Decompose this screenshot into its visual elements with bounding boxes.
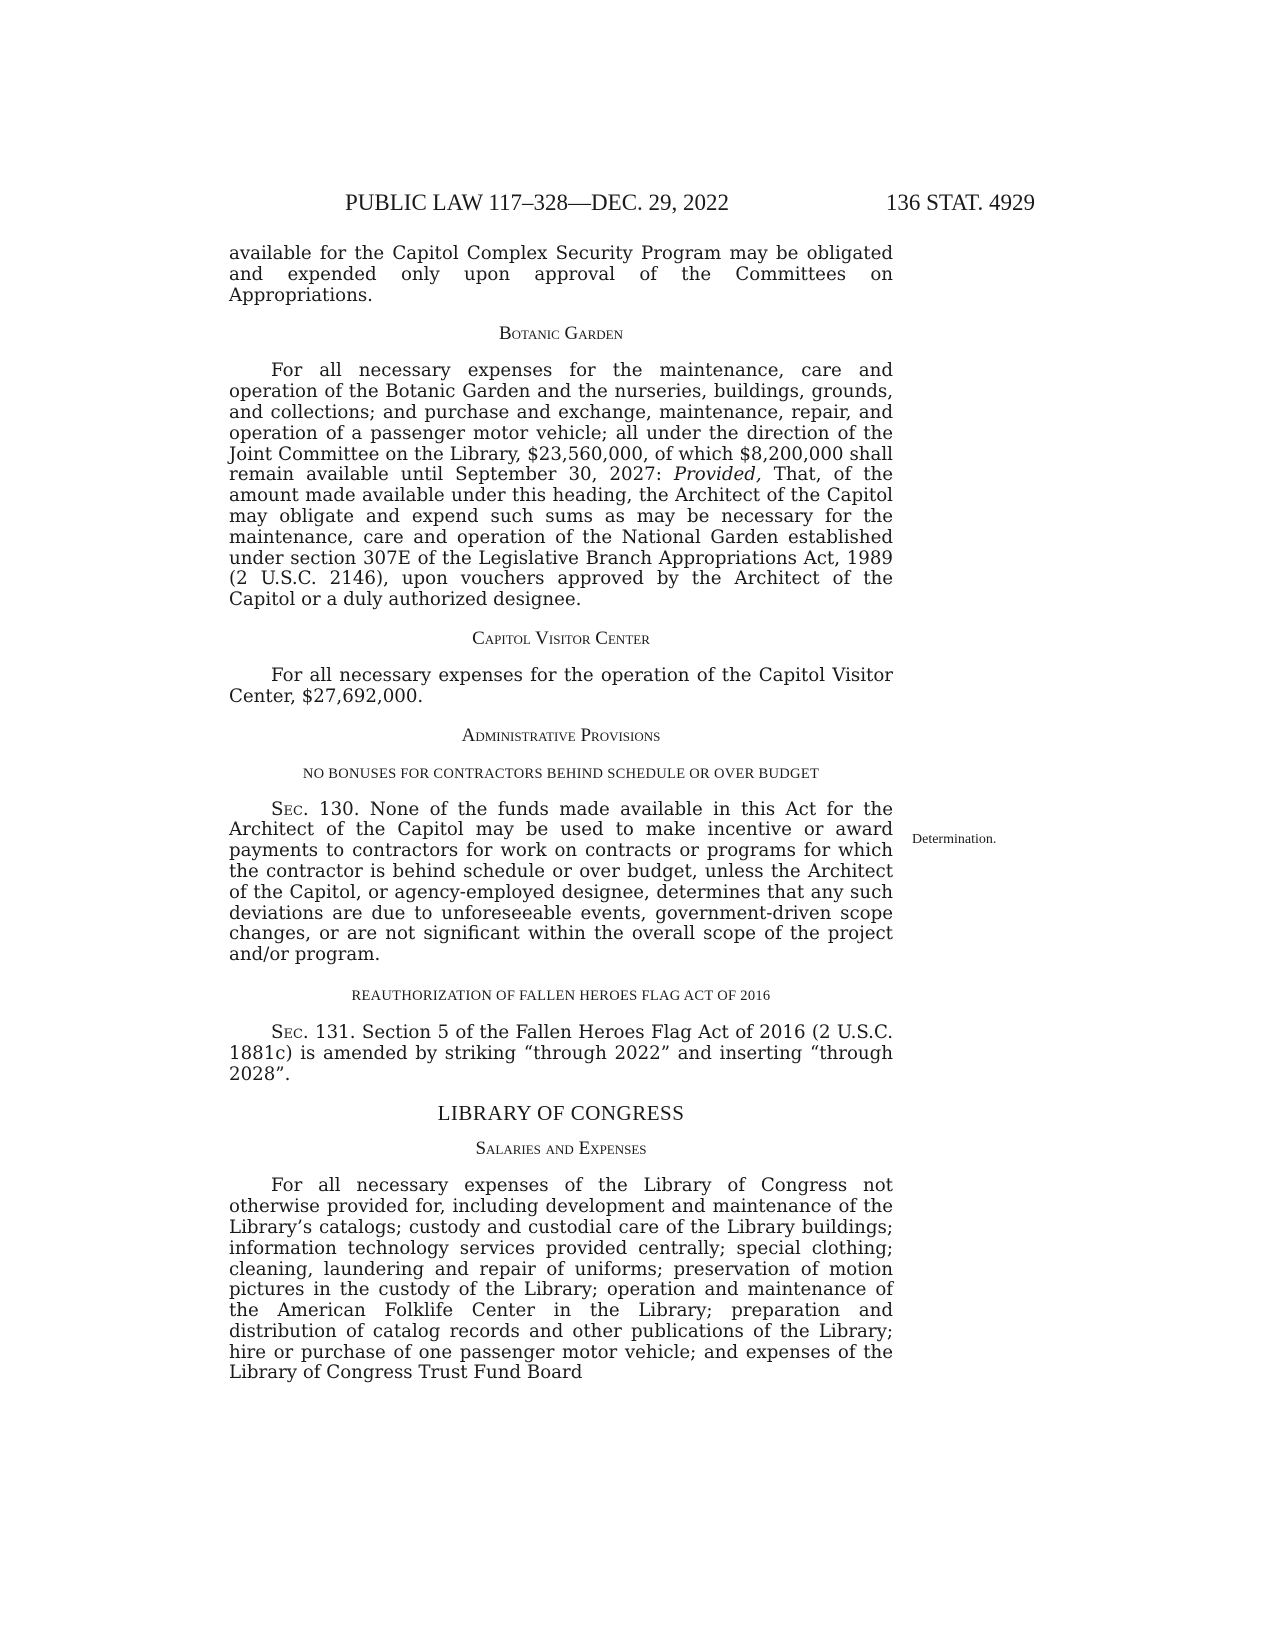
header-statute-page: 136 STAT. 4929 — [885, 190, 1035, 215]
section-label: Sec. — [271, 798, 309, 820]
heading-administrative-provisions: Administrative Provisions — [461, 724, 661, 746]
page-header — [345, 187, 1035, 219]
paragraph-capitol-visitor-center: For all necessary expenses for the operation of the Capitol Visitor Center, $27,692,000. — [229, 664, 893, 707]
paragraph-sec-130 — [229, 800, 893, 966]
text-span: For all necessary expenses for the maintenance, care and operation of the Botanic Garden and the nurseries, buildings, grounds, and collections; and purchase and exchange, maintenance, repair, and operation of a passenger motor vehicle; all under the direction of the Joint Committee on the Library, $23,560,000, of which $8,200,000 shall remain available until September 30, 2027: — [229, 360, 893, 486]
heading-capitol-visitor-center: Capitol Visitor Center — [472, 627, 650, 649]
section-label: Sec. — [271, 1021, 309, 1043]
header-law-citation: PUBLIC LAW 117–328—DEC. 29, 2022 — [345, 190, 730, 215]
continued-paragraph: available for the Capitol Complex Security Program may be obligated and expended only upon approval of the Committees on Appropriations. — [229, 243, 893, 306]
heading-reauthorization: REAUTHORIZATION OF FALLEN HEROES FLAG ACT OF 2016 — [351, 987, 771, 1004]
heading-no-bonuses: NO BONUSES FOR CONTRACTORS BEHIND SCHEDULE OR OVER BUDGET — [302, 765, 820, 782]
margin-note: Determination. — [912, 832, 997, 847]
paragraph-botanic-garden — [229, 361, 893, 611]
heading-library-of-congress: LIBRARY OF CONGRESS — [437, 1101, 685, 1126]
heading-salaries-and-expenses: Salaries and Expenses — [475, 1138, 647, 1160]
paragraph-sec-131 — [229, 1023, 893, 1085]
text-span: 130. None of the funds made available in this Act for the Architect of the Capitol may be used to make incentive or award payments to contractors for work on contracts or programs for which the contractor is behind schedule or over budget, unless the Architect of the Capitol, or agency-employed designee, determines that any such deviations are due to unforeseeable events, government-driven scope changes, or are not significant within the overall scope of the project and/or program. — [229, 798, 893, 966]
provided-italic: Provided, — [673, 464, 762, 486]
text-span: That, of the amount made available under this heading, the Architect of the Capitol may obligate and expend such sums as may be necessary for the maintenance, care and operation of the National Garden established under section 307E of the Legislative Branch Appropriations Act, 1989 (2 U.S.C. 2146), upon vouchers approved by the Architect of the Capitol or a duly authorized designee. — [229, 464, 893, 611]
heading-botanic-garden: Botanic Garden — [499, 323, 623, 345]
paragraph-salaries-and-expenses: For all necessary expenses of the Library of Congress not otherwise provided for, including development and maintenance of the Library’s catalogs; custody and custodial care of the Library buildings; information technology services provided centrally; special clothing; cleaning, laundering and repair of uniforms; preservation of motion pictures in the custody of the Library; operation and maintenance of the American Folklife Center in the Library; preparation and distribution of catalog records and other publications of the Library; hire or purchase of one passenger motor vehicle; and expenses of the Library of Congress Trust Fund Board — [229, 1175, 893, 1384]
text-span: 131. Section 5 of the Fallen Heroes Flag Act of 2016 (2 U.S.C. 1881c) is amended by striking “through 2022” and inserting “through 2028”. — [229, 1021, 893, 1085]
document-body — [229, 244, 893, 1384]
